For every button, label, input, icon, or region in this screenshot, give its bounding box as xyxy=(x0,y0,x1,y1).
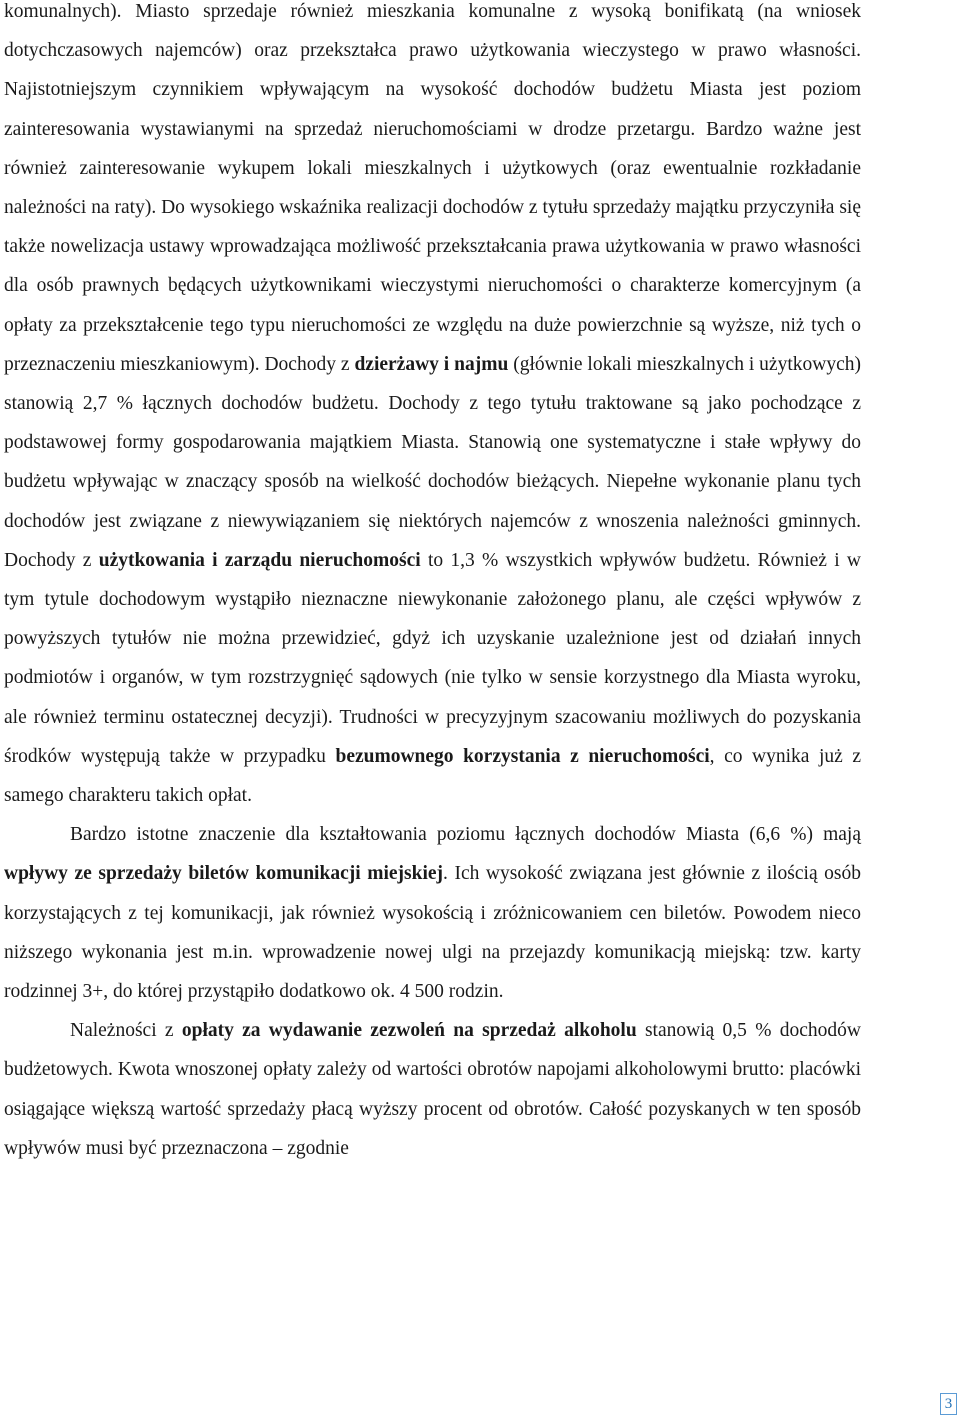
text-run: , co wynika już z samego charakteru takich opłat. xyxy=(4,745,861,807)
text-run: Bardzo istotne znaczenie dla kształtowania poziomu łącznych dochodów Miasta (6,6 %) mają xyxy=(70,824,861,846)
text-run: Należności z xyxy=(70,1020,182,1042)
paragraph-alcohol-permits xyxy=(4,1011,861,1168)
text-run: (głównie lokali mieszkalnych i użytkowych) stanowią 2,7 % łącznych dochodów budżetu. Dochody z tego tytułu traktowane są jako pochodzące z podstawowej formy gospodarowania majątkiem Miasta. Stanowią one systematyczne i stałe wpływy do budżetu wpływając w znaczący sposób na wielkość dochodów bieżących. Niepełne wykonanie planu tych dochodów jest związane z niewywiązaniem się niektórych najemców z wnoszenia należności gminnych. Dochody z xyxy=(4,353,861,571)
text-run: . Ich wysokość związana jest głównie z ilością osób korzystających z tej komunikacji, jak również wysokością i zróżnicowaniem cen biletów. Powodem nieco niższego wykonania jest m.in. wprowadzenie nowej ulgi na przejazdy komunikacją miejską: tzw. karty rodzinnej 3+, do której przystąpiło dodatkowo ok. 4 500 rodzin. xyxy=(4,863,861,1003)
document-page xyxy=(4,0,861,1168)
bold-text-run: opłaty za wydawanie zezwoleń na sprzedaż alkoholu xyxy=(181,1020,637,1042)
bold-text-run: wpływy ze sprzedaży biletów komunikacji miejskiej xyxy=(4,863,444,885)
paragraph-property-income xyxy=(4,0,861,815)
text-run: to 1,3 % wszystkich wpływów budżetu. Również i w tym tytule dochodowym wystąpiło nieznaczne niewykonanie założonego planu, ale części wpływów z powyższych tytułów nie można przewidzieć, gdyż ich uzyskanie uzależnione jest od działań innych podmiotów i organów, w tym rozstrzygnięć sądowych (nie tylko w sensie korzystnego dla Miasta wyroku, ale również terminu ostatecznej decyzji). Trudności w precyzyjnym szacowaniu możliwych do pozyskania środków występują także w przypadku xyxy=(4,549,861,767)
paragraph-public-transport xyxy=(4,815,861,1011)
text-run: komunalnych). Miasto sprzedaje również mieszkania komunalne z wysoką bonifikatą (na wniosek dotychczasowych najemców) oraz przekształca prawo użytkowania wieczystego w prawo własności. Najistotniejszym czynnikiem wpływającym na wysokość dochodów budżetu Miasta jest poziom zainteresowania wystawianymi na sprzedaż nieruchomościami w drodze przetargu. Bardzo ważne jest również zainteresowanie wykupem lokali mieszkalnych i użytkowych (oraz ewentualnie rozkładanie należności na raty). Do wysokiego wskaźnika realizacji dochodów z tytułu sprzedaży majątku przyczyniła się także nowelizacja ustawy wprowadzająca możliwość przekształcania prawa użytkowania w prawo własności dla osób prawnych będących użytkownikami wieczystymi nieruchomości o charakterze komercyjnym (a opłaty za przekształcenie tego typu nieruchomości ze względu na duże powierzchnie są wyższe, niż tych o przeznaczeniu mieszkaniowym). Dochody z xyxy=(4,1,861,375)
bold-text-run: użytkowania i zarządu nieruchomości xyxy=(98,549,421,571)
bold-text-run: bezumownego korzystania z nieruchomości xyxy=(335,745,710,767)
page-number: 3 xyxy=(940,1393,957,1415)
bold-text-run: dzierżawy i najmu xyxy=(354,353,509,375)
text-run: stanowią 0,5 % dochodów budżetowych. Kwota wnoszonej opłaty zależy od wartości obrotów napojami alkoholowymi brutto: placówki osiągające większą wartość sprzedaży płacą wyższy procent od obrotów. Całość pozyskanych w ten sposób wpływów musi być przeznaczona – zgodnie xyxy=(4,1020,861,1159)
